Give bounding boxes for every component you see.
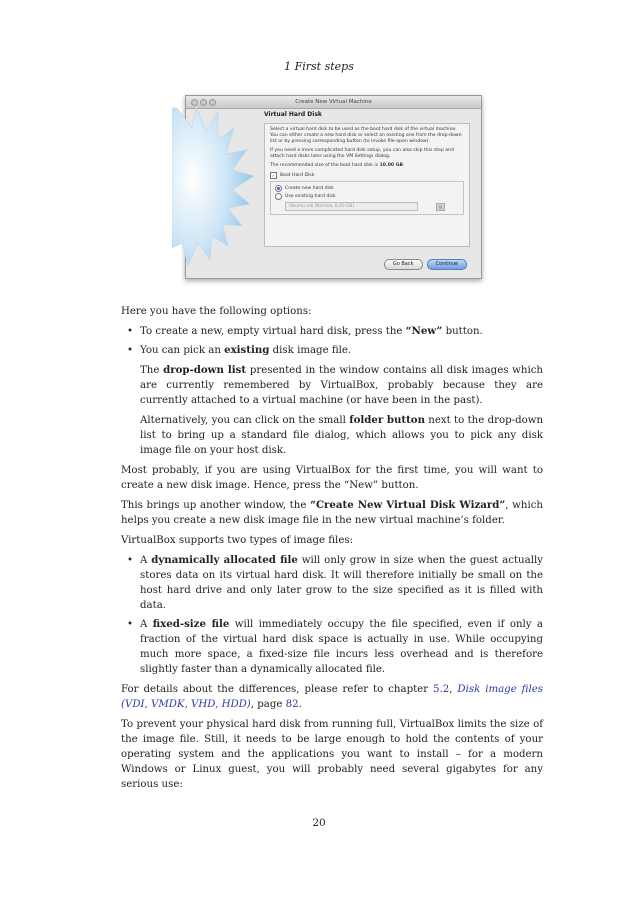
body-text (121, 304, 543, 797)
most-probably-paragraph: Most probably, if you are using VirtualBox for the first time, you will want to create a new disk image. Hence, press the “New” button. (121, 465, 543, 491)
use-existing-disk-label: Use existing hard disk (285, 193, 336, 199)
types-paragraph: VirtualBox supports two types of image files: (121, 535, 354, 546)
folder-icon[interactable]: ▤ (436, 203, 445, 211)
wizard-para-3: The recommended size of the boot hard disk is 10.00 GB. (270, 163, 405, 168)
boot-hard-disk-checkbox[interactable] (270, 172, 464, 179)
create-new-disk-radio[interactable] (275, 185, 459, 192)
wizard-buttons (384, 259, 467, 270)
prevent-paragraph: To prevent your physical hard disk from running full, VirtualBox limits the size of the image file. Still, it needs to be large enough to hold the contents of your operating system and the applications you want to install – for a modern Windows or Linux guest, you will probably need several gigabytes for any serious use: (121, 719, 543, 790)
page-link[interactable]: 82 (285, 699, 299, 710)
checkmark-icon: ✓ (271, 173, 276, 178)
wizard-starburst-graphic (172, 98, 257, 273)
section-title-link[interactable]: Disk image files (VDI, VMDK, VHD, HDD) (121, 684, 543, 710)
boot-hard-disk-label: Boot Hard Disk (280, 172, 315, 178)
wizard-panel (264, 123, 470, 247)
use-existing-disk-radio[interactable] (275, 193, 459, 200)
wizard-para-1: Select a virtual hard disk to be used as the boot hard disk of the virtual machine. You can either create a new hard disk or select an existing one from the drop-down list or by pressing corresponding button (to invoke file-open window). (270, 127, 462, 144)
radio-selected-icon (275, 185, 282, 192)
disk-options-group (270, 181, 464, 215)
wizard-para-2: If you need a more complicated hard disk setup, you can also skip this step and attach hard disks later using the VM Settings dialog. (270, 148, 454, 159)
window-title: Create New Virtual Machine (295, 99, 372, 105)
list-item: • You can pick an existing disk image file. The drop-down list presented in the window contains all disk images which are currently remembered by VirtualBox, probably because they are currently attached to a virtual machine (or have been in the past). Alternatively, you can click on the small folder button next to the drop-down list to bring up a standard file dialog, which allows you to pick any disk image file on your host disk. (121, 343, 543, 458)
wizard-paragraph: This brings up another window, the “Create New Virtual Disk Wizard”, which helps you create a new disk image file in the new virtual machine’s folder. (121, 499, 543, 526)
details-paragraph: For details about the differences, please refer to chapter 5.2, Disk image files (VDI, VMDK, VHD, HDD), page 82. (121, 684, 543, 710)
go-back-button[interactable]: Go Back (384, 259, 423, 270)
existing-disk-combo-row (285, 202, 459, 211)
intro-paragraph: Here you have the following options: (121, 306, 312, 317)
list-item: • A dynamically allocated file will only grow in size when the guest actually stores data on its virtual hard disk. It will therefore initially be small on the host hard drive and only later grow to the size specified as it is filled with data. (121, 553, 543, 613)
existing-disk-dropdown[interactable]: Ubuntu.vdi (Normal, 8.00 GB) (285, 202, 418, 211)
wizard-section-title: Virtual Hard Disk (264, 111, 322, 118)
dropdown-explanation: The drop-down list presented in the window contains all disk images which are currently remembered by VirtualBox, probably because they are currently attached to a virtual machine (or have been in the past). (140, 364, 543, 406)
options-list (121, 324, 543, 458)
wizard-screenshot (185, 95, 482, 279)
continue-button[interactable]: Continue (427, 259, 467, 270)
types-list (121, 553, 543, 677)
radio-unselected-icon (275, 193, 282, 200)
page-number: 20 (312, 817, 326, 829)
folder-button-explanation: Alternatively, you can click on the small folder button next to the drop-down list to bring up a standard file dialog, which allows you to pick any disk image file on your host disk. (140, 414, 544, 456)
running-header: 1 First steps (284, 60, 354, 73)
chapter-link[interactable]: 5.2 (433, 684, 450, 695)
list-item: • A fixed-size file will immediately occupy the file specified, even if only a fraction of the virtual hard disk space is actually in use. While occupying much more space, a fixed-size file incurs less overhead and is therefore slightly faster than a dynamically allocated file. (121, 617, 543, 677)
create-new-disk-label: Create new hard disk (285, 185, 334, 191)
list-item: • To create a new, empty virtual hard disk, press the “New” button. (121, 324, 543, 339)
